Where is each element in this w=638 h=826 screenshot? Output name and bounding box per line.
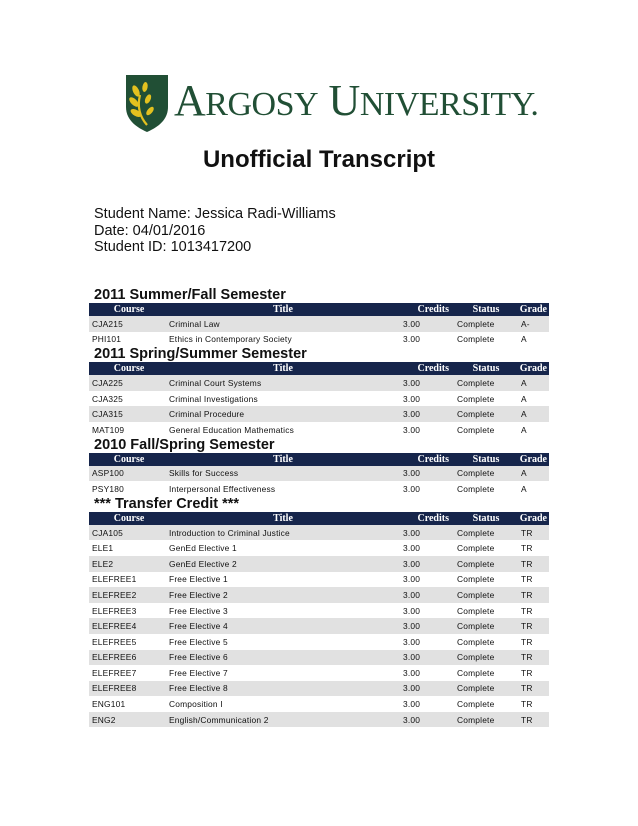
table-row	[89, 650, 549, 666]
cell-course: ELEFREE3	[92, 605, 137, 616]
cell-grade: TR	[521, 699, 533, 710]
cell-status: Complete	[457, 468, 495, 479]
cell-credits: 3.00	[403, 334, 421, 345]
semester-title: 2011 Summer/Fall Semester	[94, 287, 286, 303]
transcript-date: Date: 04/01/2016	[94, 222, 206, 239]
table-row	[89, 375, 549, 391]
cell-credits: 3.00	[403, 468, 421, 479]
cell-status: Complete	[457, 589, 495, 600]
cell-title: Free Elective 6	[169, 652, 228, 663]
cell-grade: A	[521, 409, 527, 420]
cell-title: Ethics in Contemporary Society	[169, 334, 292, 345]
table-row	[89, 391, 549, 407]
cell-course: ENG101	[92, 699, 126, 710]
cell-title: Free Elective 5	[169, 636, 228, 647]
cell-title: Free Elective 1	[169, 574, 228, 585]
semester-title: 2011 Spring/Summer Semester	[94, 346, 307, 363]
cell-grade: A	[521, 334, 527, 345]
transcript-sections	[89, 288, 549, 727]
column-header-course: Course	[113, 512, 145, 524]
table-row	[89, 618, 549, 634]
column-header-grade: Grade	[519, 304, 547, 315]
cell-status: Complete	[457, 543, 495, 554]
cell-credits: 3.00	[403, 318, 421, 329]
cell-grade: TR	[521, 652, 533, 663]
cell-title: Free Elective 7	[169, 667, 228, 678]
cell-title: Criminal Investigations	[169, 393, 258, 404]
column-header-course: Course	[113, 363, 145, 375]
table-row	[89, 634, 549, 650]
cell-credits: 3.00	[403, 605, 421, 616]
column-header-status: Status	[472, 363, 500, 375]
table-header	[89, 362, 549, 375]
cell-credits: 3.00	[403, 589, 421, 600]
table-header	[89, 512, 549, 525]
table-row	[89, 572, 549, 588]
table-row	[89, 587, 549, 603]
cell-grade: TR	[521, 589, 533, 600]
cell-credits: 3.00	[403, 714, 421, 725]
cell-grade: TR	[521, 574, 533, 585]
cell-status: Complete	[457, 393, 495, 404]
cell-title: General Education Mathematics	[169, 424, 294, 435]
cell-status: Complete	[457, 377, 495, 388]
table-row	[89, 665, 549, 681]
student-name: Student Name: Jessica Radi-Williams	[94, 206, 336, 222]
semester-section	[89, 288, 549, 347]
column-header-status: Status	[472, 304, 500, 315]
cell-course: CJA325	[92, 393, 123, 404]
cell-credits: 3.00	[403, 393, 421, 404]
table-row	[89, 712, 549, 728]
table-row	[89, 316, 549, 332]
column-header-credits: Credits	[417, 363, 449, 375]
semester-section	[89, 438, 549, 497]
student-info	[94, 206, 336, 256]
cell-grade: A	[521, 393, 527, 404]
cell-grade: A	[521, 468, 527, 479]
cell-title: Free Elective 4	[169, 621, 228, 632]
cell-credits: 3.00	[403, 409, 421, 420]
cell-course: ELEFREE6	[92, 652, 137, 663]
cell-title: English/Communication 2	[169, 714, 269, 725]
cell-grade: TR	[521, 605, 533, 616]
table-row	[89, 481, 549, 497]
cell-credits: 3.00	[403, 377, 421, 388]
cell-status: Complete	[457, 318, 495, 329]
cell-status: Complete	[457, 667, 495, 678]
cell-course: ELEFREE7	[92, 667, 137, 678]
cell-title: Interpersonal Effectiveness	[169, 483, 276, 494]
argosy-logo	[124, 72, 538, 134]
table-row	[89, 603, 549, 619]
cell-credits: 3.00	[403, 543, 421, 554]
column-header-title: Title	[273, 304, 293, 315]
table-row	[89, 556, 549, 572]
column-header-credits: Credits	[417, 304, 449, 315]
cell-credits: 3.00	[403, 424, 421, 435]
cell-title: GenEd Elective 1	[169, 543, 237, 554]
cell-credits: 3.00	[403, 636, 421, 647]
cell-status: Complete	[457, 574, 495, 585]
cell-status: Complete	[457, 334, 495, 345]
cell-course: ELEFREE2	[92, 589, 137, 600]
cell-grade: TR	[521, 683, 533, 694]
document-title: Unofficial Transcript	[202, 146, 436, 173]
cell-title: Criminal Law	[169, 318, 220, 329]
table-header	[89, 453, 549, 466]
cell-status: Complete	[457, 409, 495, 420]
cell-course: PHI101	[92, 334, 122, 345]
cell-status: Complete	[457, 605, 495, 616]
column-header-title: Title	[273, 363, 293, 375]
semester-section	[89, 497, 549, 728]
cell-credits: 3.00	[403, 483, 421, 494]
table-row	[89, 696, 549, 712]
cell-course: MAT109	[92, 424, 125, 435]
cell-grade: TR	[521, 621, 533, 632]
cell-grade: TR	[521, 636, 533, 647]
semester-title: 2010 Fall/Spring Semester	[94, 436, 275, 453]
university-wordmark: ARGOSY UNIVERSITY.	[174, 76, 539, 125]
cell-status: Complete	[457, 483, 495, 494]
laurel-shield-icon	[124, 73, 170, 133]
cell-course: ELE1	[92, 543, 114, 554]
column-header-credits: Credits	[417, 453, 449, 465]
column-header-credits: Credits	[417, 512, 449, 524]
table-row	[89, 525, 549, 541]
cell-course: ELEFREE1	[92, 574, 137, 585]
cell-grade: A	[521, 424, 527, 435]
student-id: Student ID: 1013417200	[94, 239, 252, 255]
cell-course: PSY180	[92, 483, 124, 494]
cell-course: ELEFREE5	[92, 636, 137, 647]
cell-credits: 3.00	[403, 699, 421, 710]
cell-title: Introduction to Criminal Justice	[169, 527, 290, 538]
cell-grade: TR	[521, 527, 533, 538]
cell-status: Complete	[457, 652, 495, 663]
cell-status: Complete	[457, 714, 495, 725]
column-header-course: Course	[113, 453, 145, 465]
cell-grade: A	[521, 377, 527, 388]
cell-status: Complete	[457, 699, 495, 710]
cell-status: Complete	[457, 424, 495, 435]
cell-course: CJA105	[92, 527, 123, 538]
cell-credits: 3.00	[403, 667, 421, 678]
cell-course: ELEFREE8	[92, 683, 137, 694]
cell-title: Free Elective 8	[169, 683, 228, 694]
cell-grade: TR	[521, 543, 533, 554]
table-row	[89, 681, 549, 697]
cell-course: CJA215	[92, 318, 123, 329]
cell-grade: A-	[521, 318, 530, 329]
column-header-grade: Grade	[519, 453, 547, 465]
cell-course: ASP100	[92, 468, 124, 479]
cell-status: Complete	[457, 683, 495, 694]
cell-grade: TR	[521, 714, 533, 725]
table-row	[89, 332, 549, 348]
cell-credits: 3.00	[403, 683, 421, 694]
cell-status: Complete	[457, 621, 495, 632]
table-row	[89, 406, 549, 422]
cell-title: Free Elective 2	[169, 589, 228, 600]
cell-credits: 3.00	[403, 621, 421, 632]
cell-title: Free Elective 3	[169, 605, 228, 616]
cell-title: Criminal Procedure	[169, 409, 245, 420]
cell-credits: 3.00	[403, 527, 421, 538]
column-header-title: Title	[273, 512, 293, 524]
cell-grade: A	[521, 483, 527, 494]
cell-credits: 3.00	[403, 652, 421, 663]
cell-course: CJA315	[92, 409, 123, 420]
table-row	[89, 466, 549, 482]
column-header-status: Status	[472, 512, 500, 524]
cell-status: Complete	[457, 527, 495, 538]
cell-status: Complete	[457, 636, 495, 647]
table-row	[89, 422, 549, 438]
cell-title: Skills for Success	[169, 468, 239, 479]
cell-credits: 3.00	[403, 558, 421, 569]
cell-credits: 3.00	[403, 574, 421, 585]
semester-title: *** Transfer Credit ***	[94, 495, 240, 512]
table-row	[89, 540, 549, 556]
column-header-title: Title	[273, 453, 293, 465]
cell-course: ENG2	[92, 714, 116, 725]
column-header-status: Status	[472, 453, 500, 465]
column-header-course: Course	[113, 304, 145, 315]
cell-title: GenEd Elective 2	[169, 558, 237, 569]
column-header-grade: Grade	[519, 363, 547, 375]
cell-status: Complete	[457, 558, 495, 569]
cell-title: Criminal Court Systems	[169, 377, 262, 388]
cell-title: Composition I	[169, 699, 223, 710]
column-header-grade: Grade	[519, 512, 547, 524]
cell-course: ELEFREE4	[92, 621, 137, 632]
cell-grade: TR	[521, 667, 533, 678]
semester-section	[89, 347, 549, 437]
cell-grade: TR	[521, 558, 533, 569]
cell-course: ELE2	[92, 558, 114, 569]
cell-course: CJA225	[92, 377, 123, 388]
table-header	[89, 303, 549, 316]
